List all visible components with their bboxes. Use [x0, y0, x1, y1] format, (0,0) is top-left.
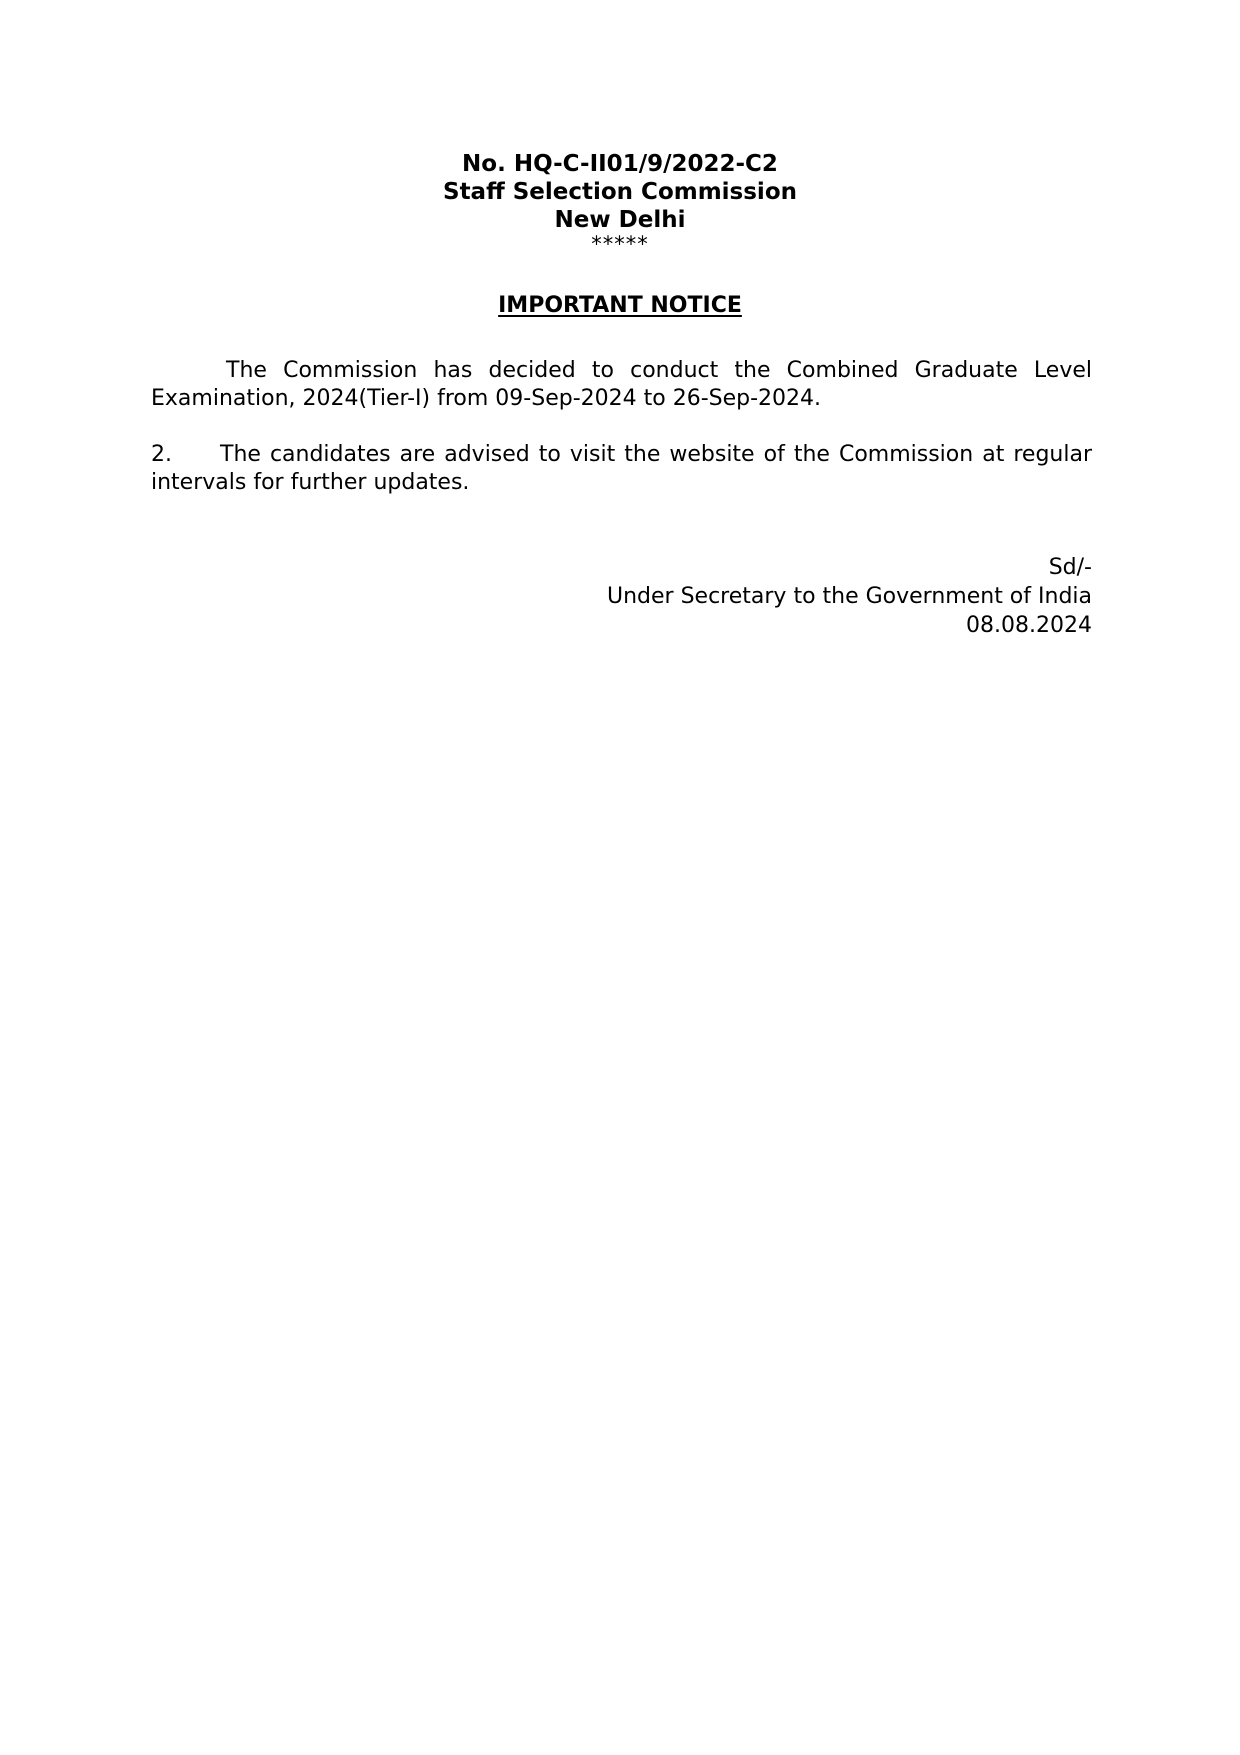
signature-block [607, 553, 1092, 640]
signature-date: 08.08.2024 [966, 613, 1092, 638]
organization-name: Staff Selection Commission [443, 179, 797, 205]
reference-number: No. HQ-C-II01/9/2022-C2 [462, 151, 778, 177]
signature-sd: Sd/- [1048, 555, 1092, 580]
notice-title [0, 292, 1240, 320]
paragraph-1: The Commission has decided to conduct the Combined Graduate Level Examination, 2024(Tier-I) from 09-Sep-2024 to 26-Sep-2024. [151, 358, 1092, 411]
paragraph-2-text: The candidates are advised to visit the website of the Commission at regular intervals for further updates. [151, 442, 1092, 495]
city-name: New Delhi [554, 207, 686, 233]
signatory-designation: Under Secretary to the Government of India [607, 584, 1092, 609]
document-header [0, 150, 1240, 254]
notice-title-text: IMPORTANT NOTICE [498, 293, 742, 318]
paragraph-2 [151, 441, 1092, 497]
paragraph-2-number: 2. [151, 442, 172, 467]
separator-stars: ***** [591, 232, 649, 256]
